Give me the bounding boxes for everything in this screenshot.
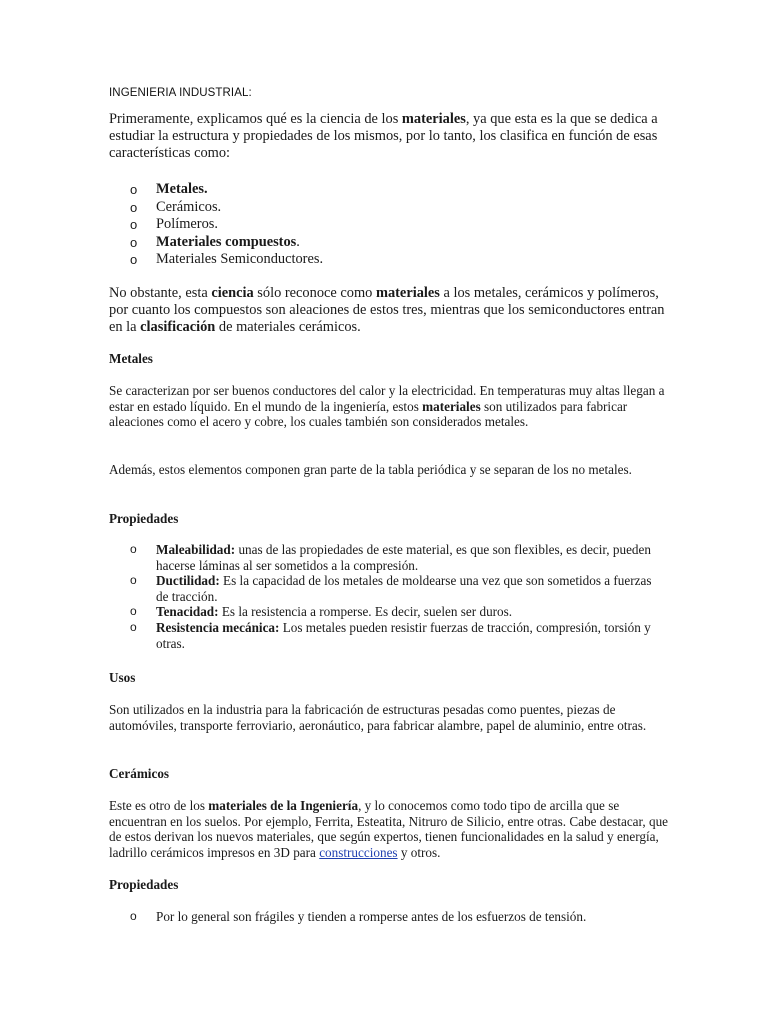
list-item [130,251,323,269]
list-item [130,181,323,199]
metales-paragraph-2: Además, estos elementos componen gran parte de la tabla periódica y se separan de los no metales. [109,462,632,477]
bold-term: clasificación [140,319,216,335]
bullet-marker: o [130,542,137,556]
bullet-marker: o [130,234,138,250]
list-item [130,199,323,217]
section-heading-metales: Metales [109,351,153,366]
property-text: Es la capacidad de los metales de moldearse una vez que son sometidos a fuerzas de tracción. [156,573,652,604]
document-title: INGENIERIA INDUSTRIAL: [109,87,252,99]
list-item [130,573,666,604]
intro-bold-term: materiales [401,111,466,127]
section-heading-propiedades-ceramicos: Propiedades [109,877,179,892]
section-heading-ceramicos: Cerámicos [109,766,170,781]
bullet-marker: o [130,619,137,634]
intro-text: Primeramente, explicamos qué es la ciencia de los [109,111,402,127]
list-item [130,909,666,925]
list-item-label: Polímeros. [156,216,218,232]
paragraph-text: son utilizados para fabricar aleaciones como el acero y cobre, los cuales también son considerados metales. [109,398,628,430]
property-text: unas de las propiedades de este material, es que son flexibles, es decir, pueden hacerse láminas al ser sometidos a la compresión. [156,542,651,573]
bullet-marker: o [130,199,138,215]
section-heading-propiedades: Propiedades [109,511,179,526]
property-term: Tenacidad: [156,604,219,620]
property-term: Ductilidad: [156,573,220,589]
bullet-marker: o [130,252,138,267]
list-item-label: Materiales compuestos [156,233,297,250]
paragraph-text: de materiales cerámicos. [215,319,361,335]
list-item-label: Metales. [156,181,208,197]
paragraph-text: No obstante, esta [109,285,212,301]
intro-paragraph [109,111,669,162]
paragraph-text: Este es otro de los [109,798,209,813]
usos-paragraph: Son utilizados en la industria para la fabricación de estructuras pesadas como puentes, piezas de automóviles, transporte ferroviario, aeronáutico, para fabricar alambre, papel de aluminio, entre otras. [109,702,647,733]
materials-list [130,181,323,269]
bold-term: ciencia [211,285,254,301]
list-item-label: Cerámicos. [156,198,222,215]
list-item [130,620,666,651]
metal-properties-list [130,542,666,651]
list-item [130,604,666,620]
bullet-marker: o [130,217,138,232]
section-heading-usos: Usos [109,670,136,685]
bold-term: materiales [422,398,481,414]
paragraph-text: , y lo conocemos como todo tipo de arcilla que se encuentran en los suelos. Por ejemplo, Ferrita, Esteatita, Nitruro de Silicio, entre otras. Cabe destacar, que de estos derivan los nuevos materiales, que según expertos, tienen funcionalidades en la salud y energía, ladrillo cerámicos impresos en 3D para [109,798,669,860]
property-term: Resistencia mecánica: [156,619,280,635]
ceramic-properties-list [130,909,666,925]
list-item [130,542,666,573]
bullet-marker: o [130,604,137,619]
paragraph-text: Se caracterizan por ser buenos conductores del calor y la electricidad. En temperaturas muy altas llegan a estar en estado líquido. En el mundo de la ingeniería, estos [109,383,665,414]
paragraph-text: sólo reconoce como [253,285,376,301]
bullet-marker: o [130,182,138,197]
list-item-label: Materiales Semiconductores. [156,251,324,267]
list-item [130,216,323,234]
property-text: Los metales pueden resistir fuerzas de tracción, compresión, torsión y otras. [156,619,651,651]
paragraph-text: a los metales, cerámicos y polímeros, por cuanto los compuestos son aleaciones de estos tres, mientras que los semiconductores entran en la [109,285,665,335]
property-text: Por lo general son frágiles y tienden a romperse antes de los esfuerzos de tensión. [156,909,587,924]
bullet-marker: o [130,909,137,923]
property-text: Es la resistencia a romperse. Es decir, suelen ser duros. [218,604,513,620]
property-term: Maleabilidad: [156,542,236,557]
intro-text: , ya que esta es la que se dedica a estudiar la estructura y propiedades de los mismos, por lo tanto, los clasifica en función de esas características como: [109,111,658,161]
list-item-suffix: . [296,233,300,250]
paragraph-text: y otros. [397,844,441,860]
bullet-marker: o [130,573,137,588]
ceramicos-paragraph [109,798,669,860]
bold-term: materiales de la Ingeniería [208,798,359,813]
list-item [130,234,323,252]
metales-paragraph-1 [109,383,669,430]
no-obstante-paragraph [109,285,669,336]
construcciones-link[interactable]: construcciones [319,844,398,860]
bold-term: materiales [375,285,440,301]
